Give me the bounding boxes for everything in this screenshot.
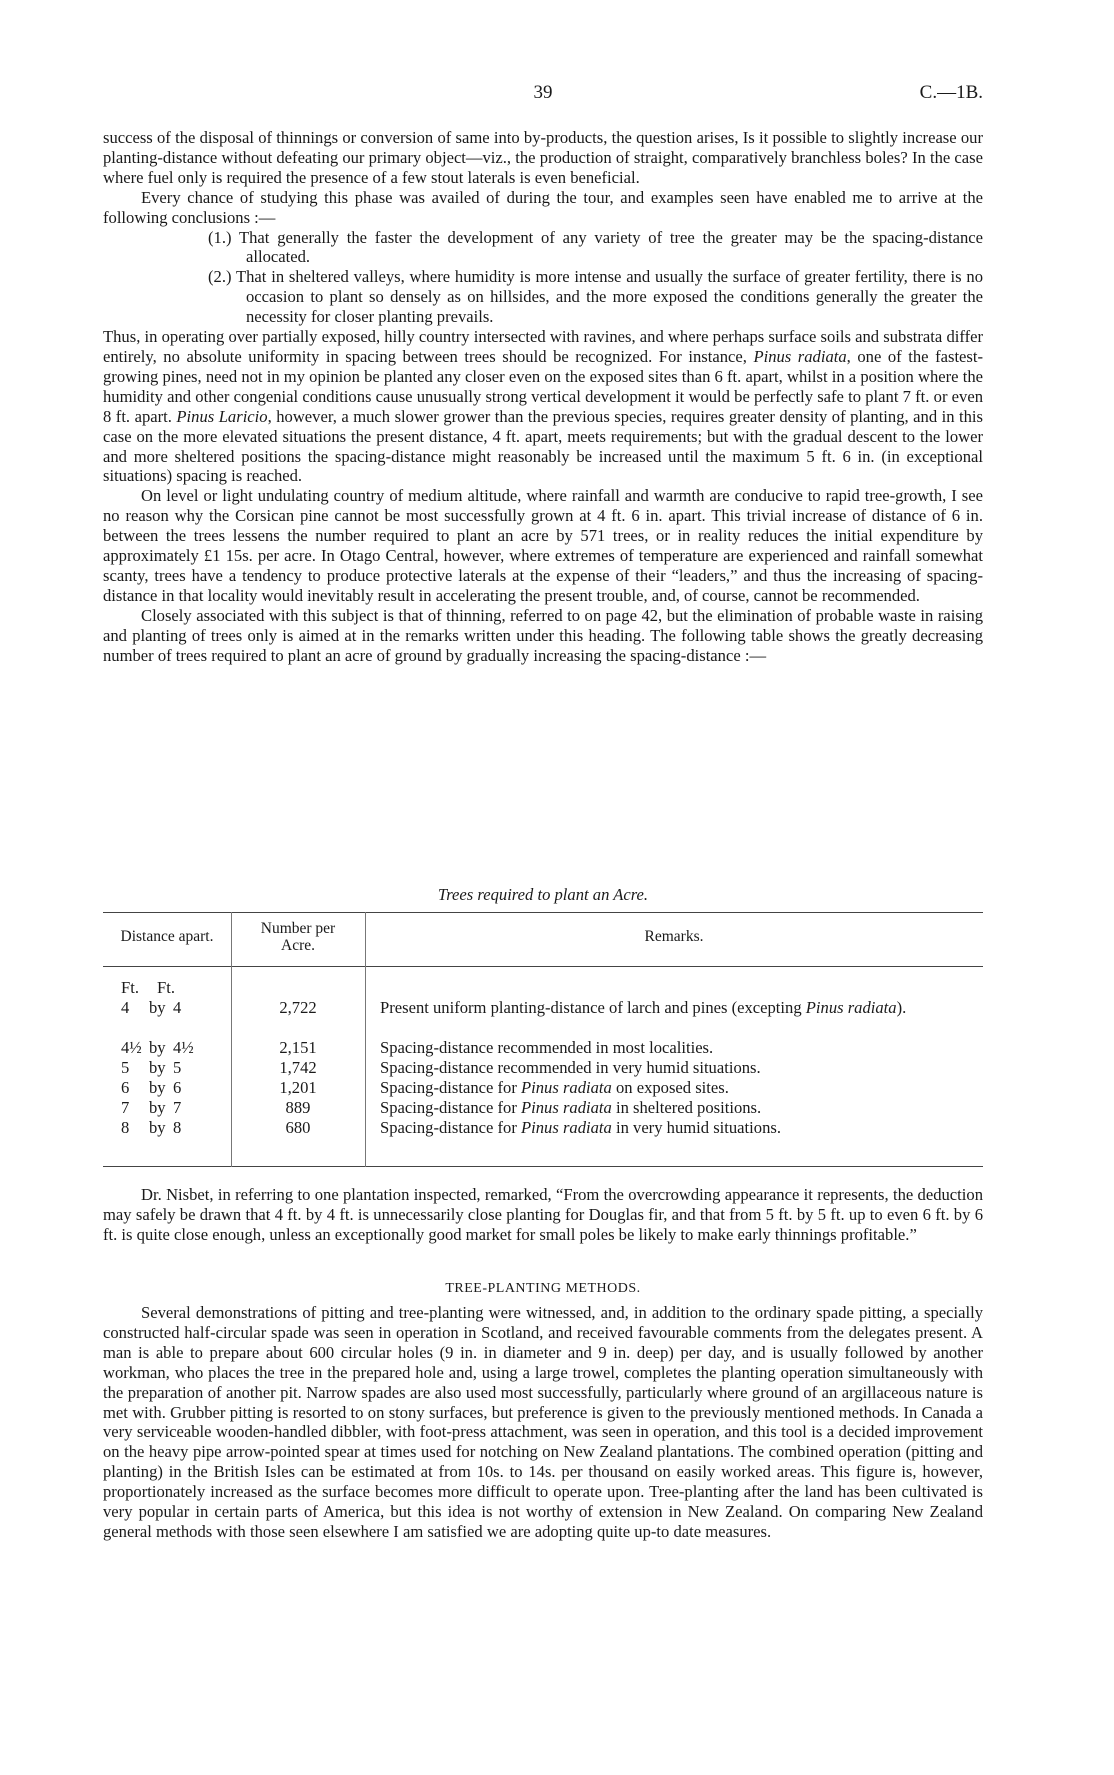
page-header bbox=[103, 82, 983, 106]
text-block-nisbet bbox=[103, 1185, 983, 1245]
conclusion-2: (2.) That in sheltered valleys, where humidity is more intense and usually the surface of greater fertility, there is no occasion to plant so densely as on hillsides, and the more exposed the conditions generally the greater the necessity for closer planting prevails. bbox=[208, 267, 983, 327]
table-row: 5 by 5 1,742 Spacing-distance recommended in very humid situations. bbox=[121, 1058, 761, 1077]
header-number: Number per Acre. bbox=[260, 920, 336, 954]
table-row: 4½ by 4½ 2,151 Spacing-distance recommended in most localities. bbox=[121, 1038, 714, 1057]
paragraph-nisbet: Dr. Nisbet, in referring to one plantation inspected, remarked, “From the overcrowding appearance it represents, the deduction may safely be drawn that 4 ft. by 4 ft. is unnecessarily close planting for Douglas fir, and that from 5 ft. by 5 ft. up to even 6 ft. by 6 ft. is quite close enough, unless an exceptionally good market for small poles be likely to make early thinnings profitable.” bbox=[103, 1185, 983, 1244]
document-reference: C.—1B. bbox=[919, 82, 983, 103]
header-remarks: Remarks. bbox=[644, 928, 704, 945]
table-top-rule bbox=[103, 912, 983, 913]
table-units-row: Ft. Ft. bbox=[121, 978, 175, 997]
conclusion-1: (1.) That generally the faster the development of any variety of tree the greater may be the spacing-distance allocated. bbox=[208, 227, 983, 267]
table-bottom-rule bbox=[103, 1166, 983, 1167]
table-row: 8 by 8 680 Spacing-distance for Pinus radiata in very humid situations. bbox=[121, 1118, 781, 1137]
text-block-top bbox=[103, 128, 983, 665]
text-block-methods bbox=[103, 1303, 983, 1542]
page-number: 39 bbox=[533, 82, 553, 103]
trees-per-acre-table bbox=[103, 912, 983, 1167]
section-heading: TREE-PLANTING METHODS. bbox=[445, 1281, 641, 1296]
table-row: 7 by 7 889 Spacing-distance for Pinus radiata in sheltered positions. bbox=[121, 1098, 762, 1117]
paragraph-thus: Thus, in operating over partially exposed, hilly country intersected with ravines, and where perhaps surface soils and substrata differ entirely, no absolute uniformity in spacing between trees should be recognized. For instance, Pinus radiata, one of the fastest-growing pines, need not in my opinion be planted any closer even on the exposed sites than 6 ft. apart, whilst in a position where the humidity and other congenial conditions cause unusually strong vertical development it would be perfectly safe to plant 7 ft. or even 8 ft. apart. Pinus Laricio, however, a much slower grower than the previous species, requires greater density of planting, and in this case on the more elevated situations the present distance, 4 ft. apart, meets requirements; but with the gradual descent to the lower and more sheltered positions the spacing-distance might reasonably be increased until the maximum 5 ft. 6 in. (in exceptional situations) spacing is reached. bbox=[103, 327, 984, 486]
paragraph-closely: Closely associated with this subject is that of thinning, referred to on page 42, but the elimination of probable waste in raising and planting of trees only is aimed at in the remarks written under this heading. The following table shows the greatly decreasing number of trees required to plant an acre of ground by gradually increasing the spacing-distance :— bbox=[103, 605, 983, 665]
paragraph-methods: Several demonstrations of pitting and tree-planting were witnessed, and, in addition to the ordinary spade pitting, a specially constructed half-circular spade was seen in operation in Scotland, and received favourable comments from the delegates present. A man is able to prepare about 600 circular holes (9 in. in diameter and 9 in. deep) per day, and is usually followed by another workman, who places the tree in the prepared hole and, using a large trowel, completes the planting operation simultaneously with the preparation of another pit. Narrow spades are also used most successfully, particularly where ground of an argillaceous nature is met with. Grubber pitting is resorted to on stony surfaces, but preference is given to the previously mentioned methods. In Canada a very serviceable wooden-handled dibbler, with foot-press attachment, was seen in operation, and this tool is a decided improvement on the heavy pipe arrow-pointed spear at times used for notching on New Zealand plantations. The combined operation (pitting and planting) in the British Isles can be estimated at from 10s. to 14s. per thousand on easily worked areas. This figure is, however, proportionately increased as the surface becomes more difficult to operate upon. Tree-planting after the land has been cultivated is very popular in certain parts of America, but this idea is not worthy of extension in New Zealand. On comparing New Zealand general methods with those seen elsewhere I am satisfied we are adopting quite up-to date measures. bbox=[103, 1303, 983, 1541]
table-row: 4 by 4 2,722 Present uniform planting-distance of larch and pines (excepting Pinus radiata). bbox=[121, 998, 907, 1017]
paragraph-every-chance: Every chance of studying this phase was availed of during the tour, and examples seen have enabled me to arrive at the following conclusions :— bbox=[103, 187, 983, 227]
table-row: 6 by 6 1,201 Spacing-distance for Pinus radiata on exposed sites. bbox=[121, 1078, 729, 1097]
paragraph-level-country: On level or light undulating country of medium altitude, where rainfall and warmth are conducive to rapid tree-growth, I see no reason why the Corsican pine cannot be most successfully grown at 4 ft. 6 in. apart. This trivial increase of distance of 6 in. between the trees lessens the number required to plant an acre by 571 trees, or in reality reduces the initial expenditure by approximately £1 15s. per acre. In Otago Central, however, where extremes of temperature are experienced and rainfall somewhat scanty, trees have a tendency to produce protective laterals at the expense of their “leaders,” and thus the increasing of spacing-distance in that locality would inevitably result in accelerating the present trouble, and, of course, cannot be recommended. bbox=[103, 486, 983, 605]
table-header-rule bbox=[103, 966, 983, 967]
paragraph-opening: success of the disposal of thinnings or conversion of same into by-products, the question arises, Is it possible to slightly increase our planting-distance without defeating our primary object—viz., the production of straight, comparatively branchless boles? In the case where fuel only is required the presence of a few stout laterals is even beneficial. bbox=[103, 128, 983, 187]
header-distance: Distance apart. bbox=[120, 928, 214, 945]
table-title: Trees required to plant an Acre. bbox=[437, 885, 649, 904]
